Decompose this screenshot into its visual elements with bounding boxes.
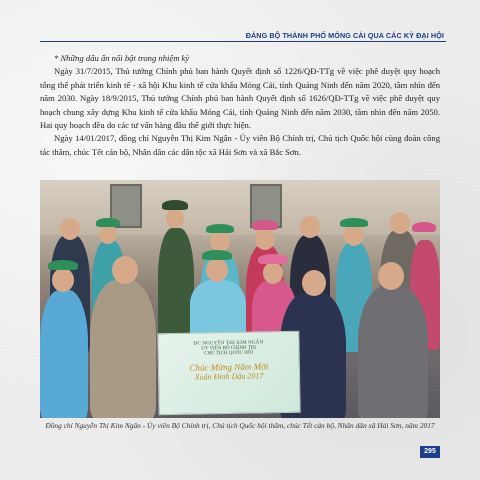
photo-person-head xyxy=(166,208,184,228)
photo-caption: Đồng chí Nguyễn Thị Kim Ngân - Ủy viên Bộ Chính trị, Chủ tịch Quốc hội thăm, chúc Tết cán bộ, Nhân dân xã Hải Sơn, năm 2017 xyxy=(45,421,435,430)
banner-line-1: ĐC NGUYỄN THỊ KIM NGÂN xyxy=(193,340,264,347)
photo-headscarf xyxy=(252,220,278,230)
greeting-banner xyxy=(157,331,300,415)
photo-person-head xyxy=(206,258,228,282)
paragraph-1: Ngày 31/7/2015, Thủ tướng Chính phủ ban hành Quyết định số 1226/QĐ-TTg về việc phê duyệt quy hoạch tổng thể phát triển kinh tế - xã hội Khu kinh tế cửa khẩu Móng Cái, tỉnh Quảng Ninh đến năm 2020, tầm nhìn đến năm 2030. Ngày 18/9/2015, Thủ tướng Chính phủ ban hành Quyết định số 1626/QĐ-TTg về việc phê duyệt quy hoạch chung xây dựng Khu kinh tế cửa khẩu Móng Cái, tỉnh Quảng Ninh đến năm 2030, tầm nhìn đến năm 2050. Hai quy hoạch đều do các tư vấn hàng đầu thế giới thực hiện. xyxy=(40,66,440,131)
banner-line-4: Chúc Mừng Năm Mới xyxy=(189,361,269,373)
page-number: 295 xyxy=(420,446,440,458)
header-rule xyxy=(40,41,446,42)
photo-headscarf xyxy=(206,224,234,233)
photo-headscarf xyxy=(258,254,288,264)
photo-person-head xyxy=(302,270,326,296)
body-text xyxy=(40,52,440,159)
photo-person-head xyxy=(52,268,74,292)
paragraph-2: Ngày 14/01/2017, đồng chí Nguyễn Thị Kim Ngân - Ủy viên Bộ Chính trị, Chủ tịch Quốc hội cùng đoàn công tác thăm, chúc Tết cán bộ, Nhân dân các dân tộc xã Hải Sơn và xã Bắc Sơn. xyxy=(40,133,440,157)
photo-person xyxy=(358,286,428,418)
banner-line-5: Xuân Đinh Dậu 2017 xyxy=(194,371,264,382)
banner-line-2: ỦY VIÊN BỘ CHÍNH TRỊ xyxy=(201,345,256,352)
event-photo xyxy=(40,180,440,418)
photo-person xyxy=(40,290,88,418)
photo-person-head xyxy=(210,230,230,252)
photo-headscarf xyxy=(48,260,78,270)
photo-person-head xyxy=(60,218,80,240)
photo-person-head xyxy=(112,256,138,284)
photo-person-head xyxy=(378,262,404,290)
photo-cap xyxy=(162,200,188,210)
photo-person-head xyxy=(300,216,320,238)
photo-person-head xyxy=(255,228,275,250)
photo-person xyxy=(158,228,194,348)
photo-headscarf xyxy=(202,250,232,260)
running-header: ĐẢNG BỘ THÀNH PHỐ MÓNG CÁI QUA CÁC KỲ ĐẠI HỘI xyxy=(245,31,444,40)
photo-person-head xyxy=(99,224,117,244)
photo-headscarf xyxy=(340,218,368,227)
photo-person-head xyxy=(263,262,283,284)
photo-person xyxy=(90,280,156,418)
photo-person-head xyxy=(344,224,364,246)
photo-headscarf xyxy=(412,222,436,232)
photo-headscarf xyxy=(96,218,120,227)
section-heading: * Những dấu ấn nổi bật trong nhiệm kỳ xyxy=(54,53,190,63)
photo-person-head xyxy=(390,212,410,234)
banner-line-3: CHỦ TỊCH QUỐC HỘI xyxy=(204,350,254,357)
